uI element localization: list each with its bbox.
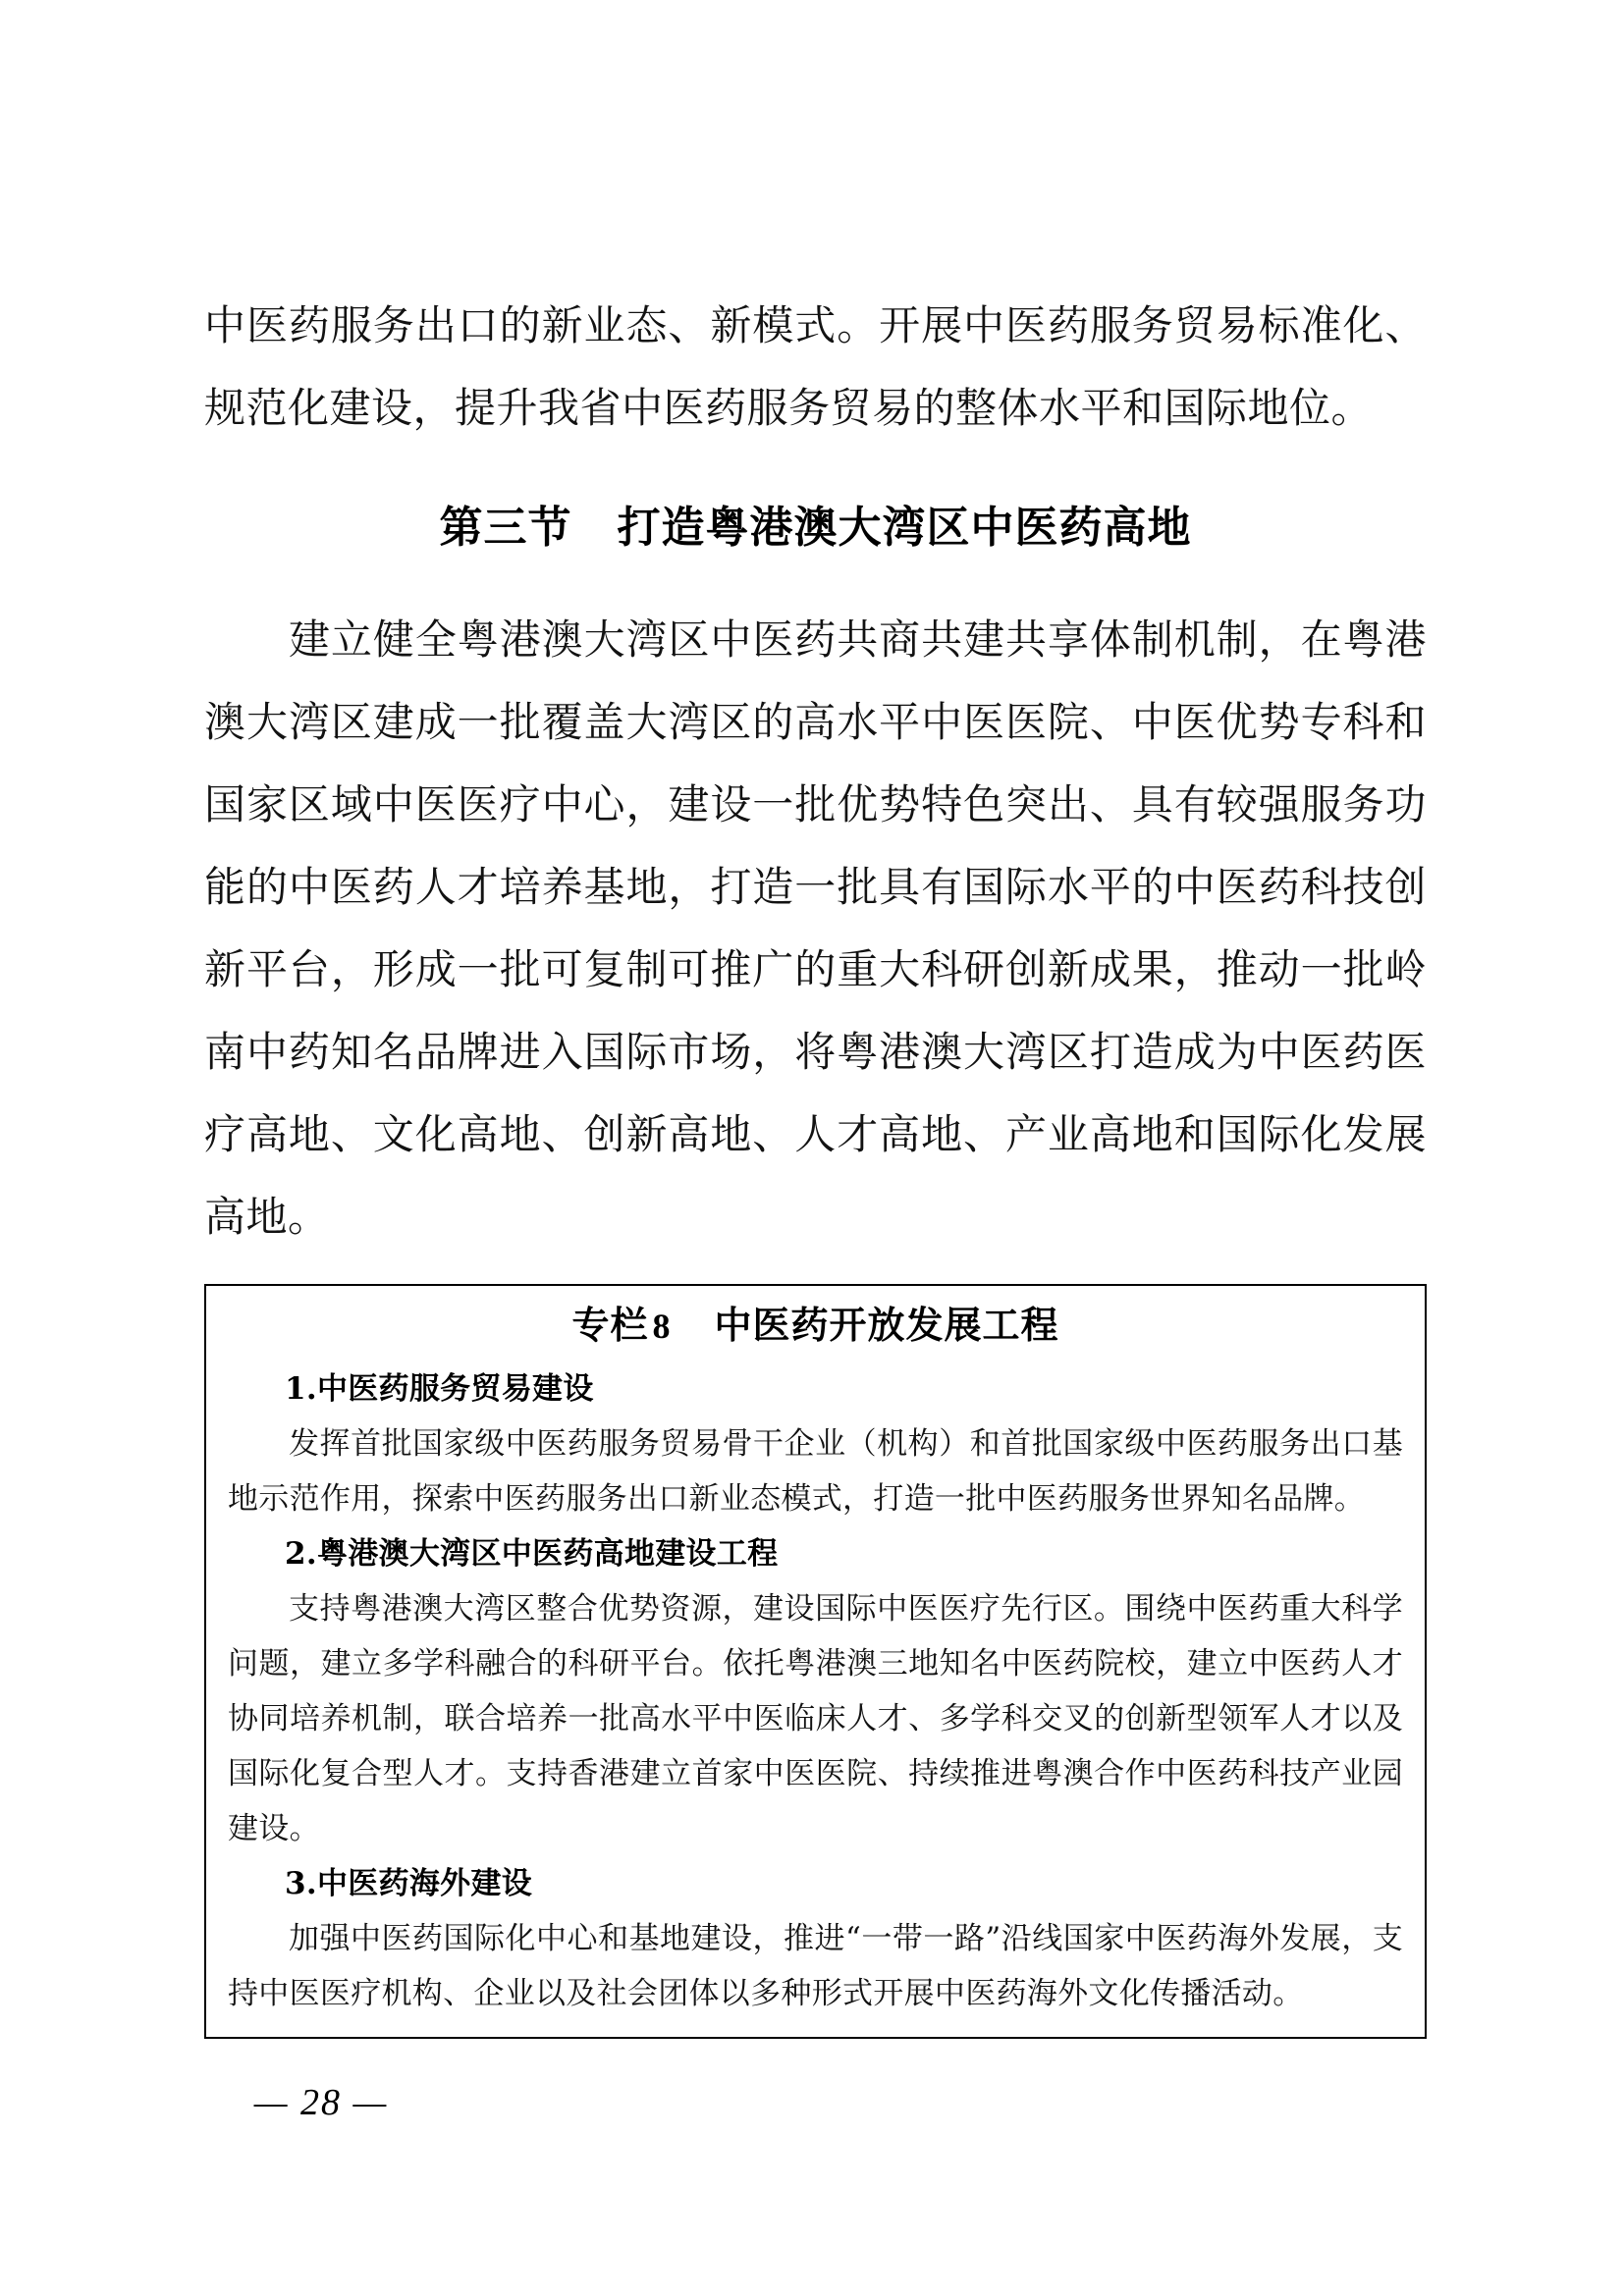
callout-number: 8 [652, 1307, 672, 1346]
page-content [204, 285, 1427, 2039]
section-heading [204, 487, 1427, 569]
callout-body [206, 1362, 1425, 2037]
top-paragraph: 中医药服务出口的新业态、新模式。开展中医药服务贸易标准化、规范化建设，提升我省中医药服务贸易的整体水平和国际地位。 [204, 301, 1427, 432]
callout-box [204, 1284, 1427, 2039]
section-title: 打造粤港澳大湾区中医药高地 [617, 503, 1192, 553]
callout-item-heading-2: 2.粤港澳大湾区中医药高地建设工程 [285, 1536, 779, 1572]
callout-item-heading-1: 1.中医药服务贸易建设 [285, 1371, 594, 1407]
callout-title [206, 1286, 1425, 1362]
callout-item-heading-3: 3.中医药海外建设 [285, 1866, 533, 1901]
callout-title-text: 中医药开放发展工程 [714, 1304, 1059, 1347]
body-paragraph: 建立健全粤港澳大湾区中医药共商共建共享体制机制，在粤港澳大湾区建成一批覆盖大湾区的高水平中医医院、中医优势专科和国家区域中医医疗中心，建设一批优势特色突出、具有较强服务功能的中医药人才培养基地，打造一批具有国际水平的中医药科技创新平台，形成一批可复制可推广的重大科研创新成果，推动一批岭南中药知名品牌进入国际市场，将粤港澳大湾区打造成为中医药医疗高地、文化高地、创新高地、人才高地、产业高地和国际化发展高地。 [204, 615, 1427, 1241]
callout-label: 专栏 [571, 1304, 649, 1347]
page-footer [0, 2081, 1624, 2124]
callout-item-body-2: 支持粤港澳大湾区整合优势资源，建设国际中医医疗先行区。围绕中医药重大科学问题，建立多学科融合的科研平台。依托粤港澳三地知名中医药院校，建立中医药人才协同培养机制，联合培养一批高水平中医临床人才、多学科交叉的创新型领军人才以及国际化复合型人才。支持香港建立首家中医医院、持续推进粤澳合作中医药科技产业园建设。 [228, 1591, 1403, 1846]
callout-item-body-1: 发挥首批国家级中医药服务贸易骨干企业（机构）和首批国家级中医药服务出口基地示范作用，探索中医药服务出口新业态模式，打造一批中医药服务世界知名品牌。 [228, 1426, 1403, 1517]
page-number: — 28 — [253, 2082, 389, 2123]
callout-item-body-3: 加强中医药国际化中心和基地建设，推进“一带一路”沿线国家中医药海外发展，支持中医医疗机构、企业以及社会团体以多种形式开展中医药海外文化传播活动。 [228, 1921, 1403, 2011]
section-label: 第三节 [439, 503, 572, 553]
